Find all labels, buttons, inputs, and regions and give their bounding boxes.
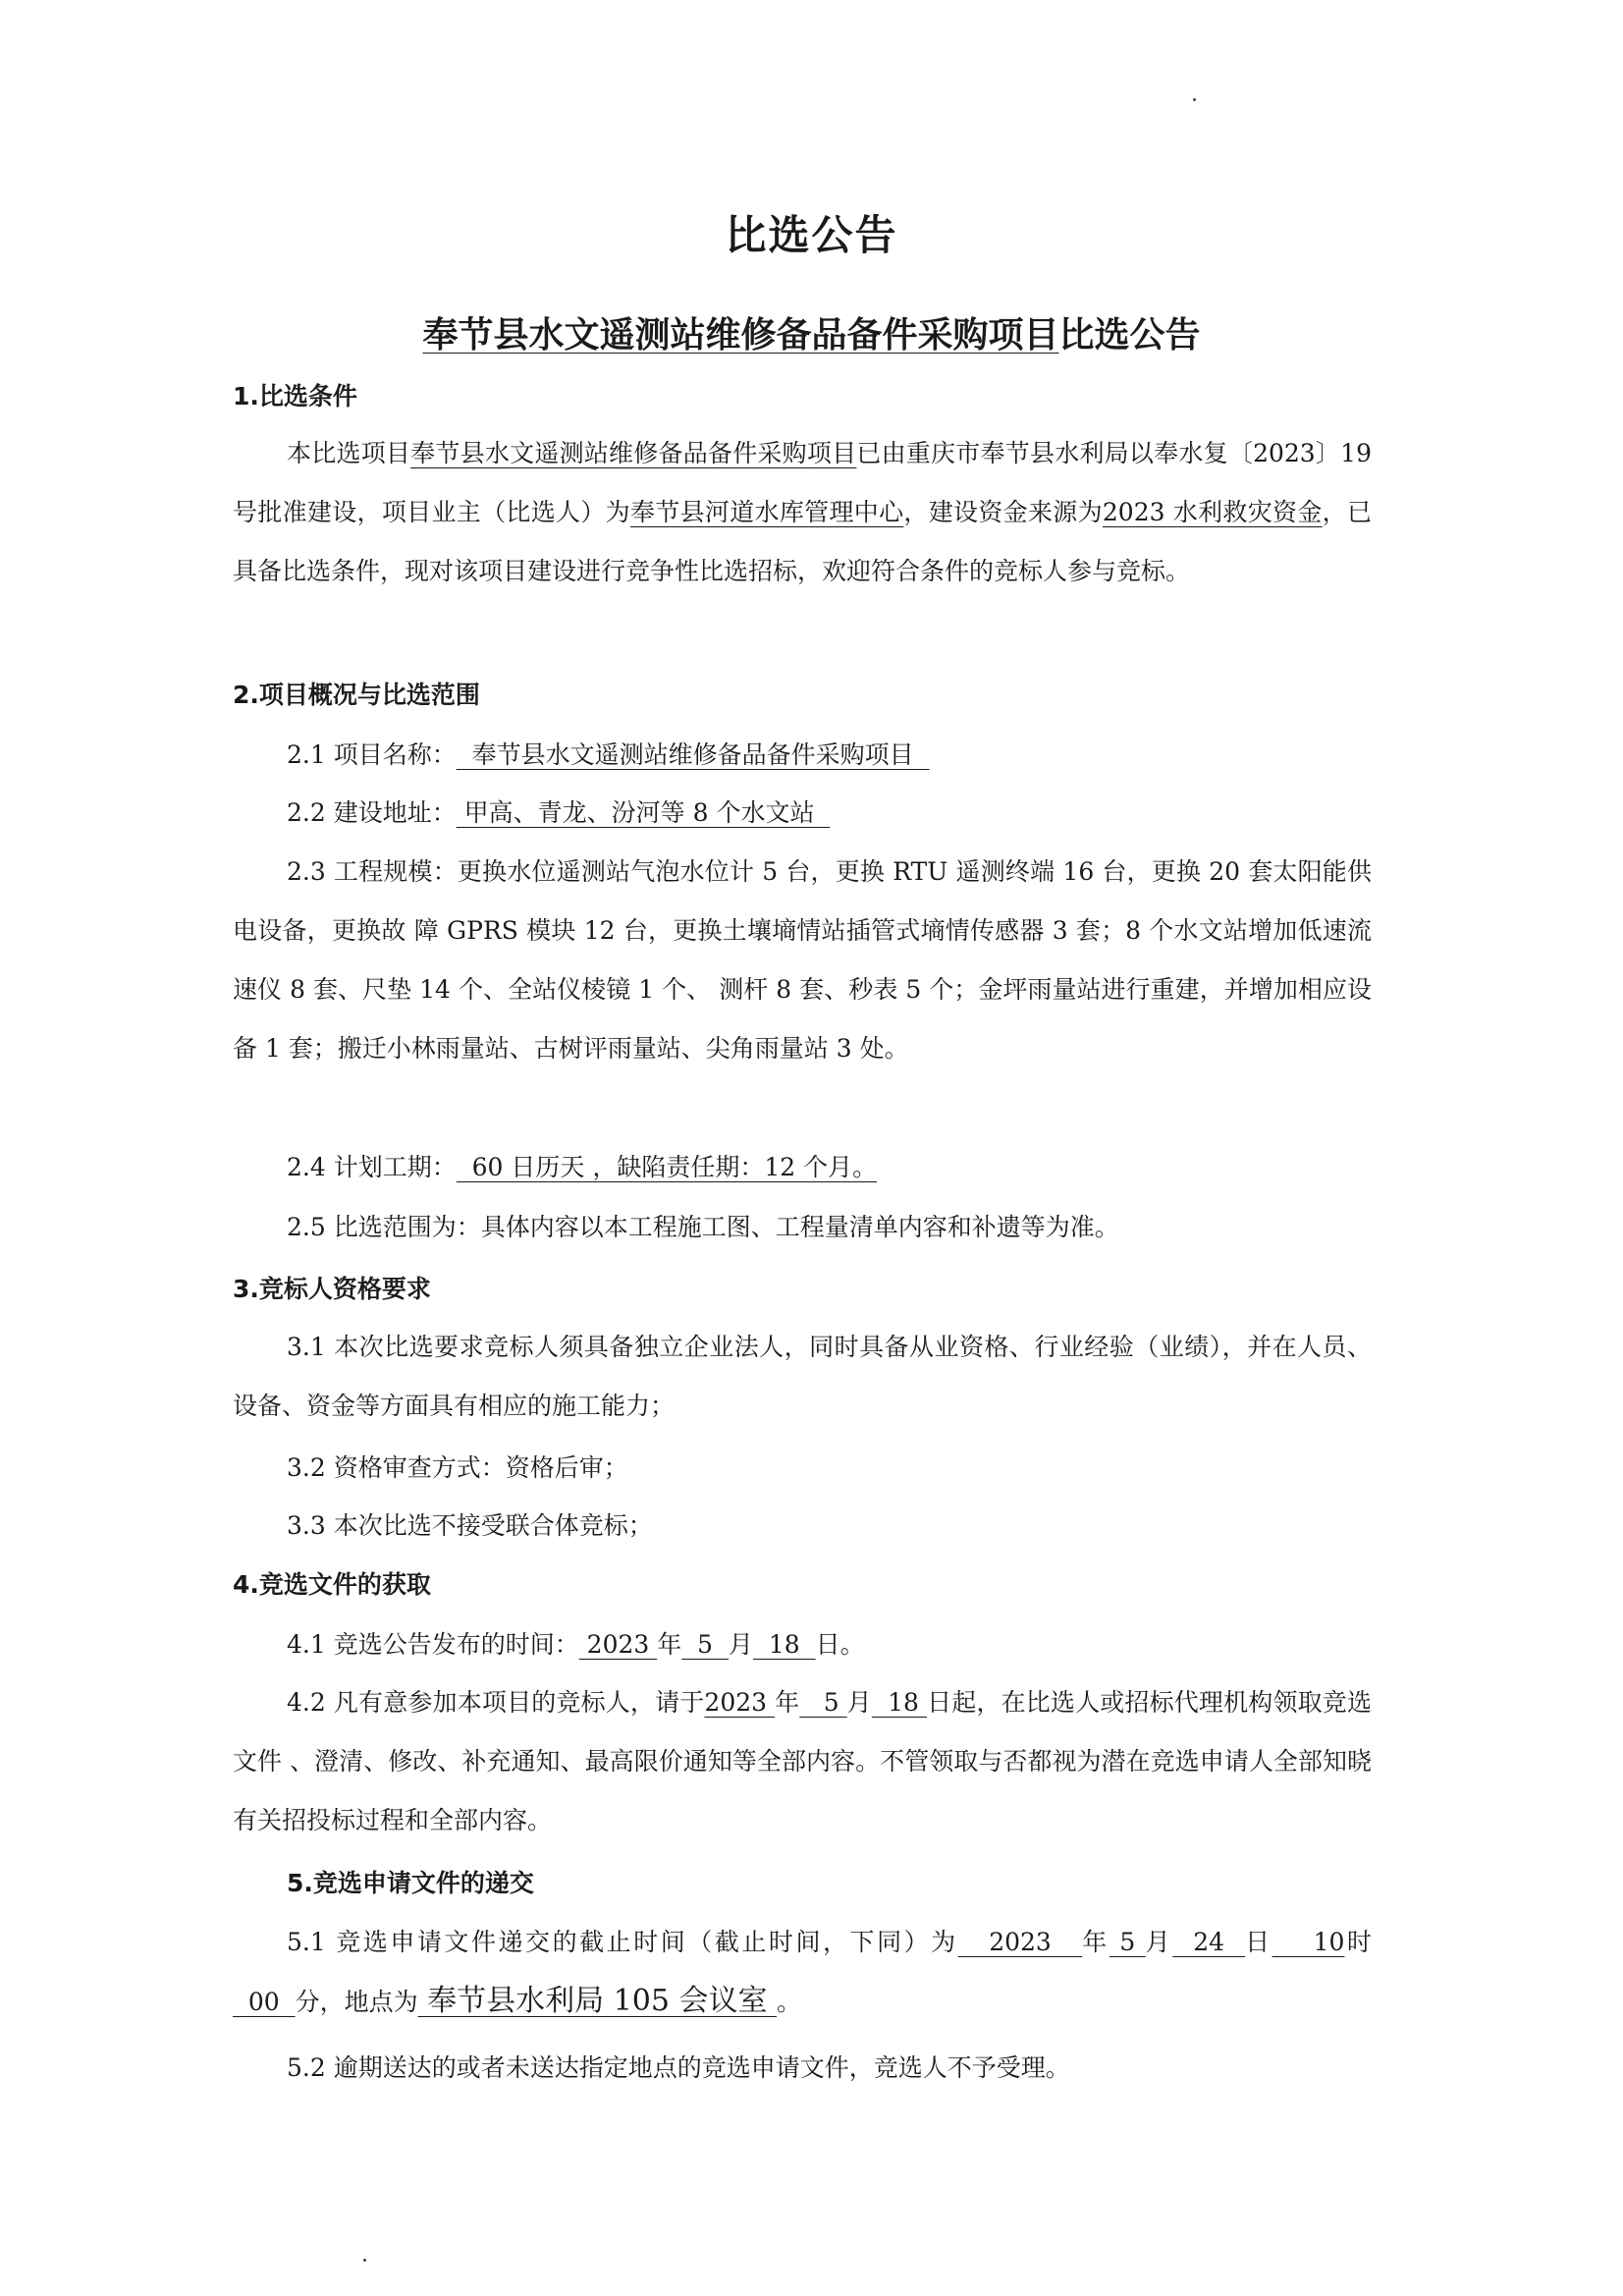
item-4-2-year-unit: 年	[775, 1688, 800, 1717]
item-5-2: 5.2 逾期送达的或者未送达指定地点的竞选申请文件，竞选人不予受理。	[287, 2053, 1070, 2082]
item-4-1-month: 5	[681, 1630, 729, 1659]
section-4-heading: 4.竞选文件的获取	[233, 1570, 431, 1599]
item-2-5: 2.5 比选范围为：具体内容以本工程施工图、工程量清单内容和补遗等为准。	[287, 1213, 1119, 1241]
subtitle-project-name: 奉节县水文遥测站维修备品备件采购项目	[422, 315, 1059, 355]
item-2-2-value: 甲高、青龙、汾河等 8 个水文站	[456, 798, 831, 827]
item-3-1: 3.1 本次比选要求竞标人须具备独立企业法人，同时具备从业资格、行业经验（业绩），并在人员、设备、资金等方面具有相应的施工能力；	[233, 1333, 1372, 1420]
item-4-2-month-unit: 月	[846, 1688, 872, 1717]
item-4-1-year-unit: 年	[657, 1630, 682, 1659]
item-4-1	[287, 1625, 865, 1661]
subtitle-suffix: 比选公告	[1058, 315, 1201, 355]
item-5-1-year: 2023	[957, 1928, 1083, 1956]
item-3-3: 3.3 本次比选不接受联合体竞标；	[287, 1511, 653, 1540]
item-5-1	[233, 1913, 1372, 2032]
item-5-1-day: 24	[1172, 1928, 1246, 1956]
s1-text-c: ，建设资金来源为	[903, 498, 1103, 526]
announcement-subtitle	[0, 307, 1623, 357]
item-2-2-label: 2.2 建设地址：	[287, 798, 457, 827]
s1-text-a: 本比选项目	[287, 439, 411, 467]
item-4-2-text-b: 日起，在比选人或招标代理机构领取竞选文件 、澄清、修改、补充通知、最高限价通知等全部内容。不管领取与否都视为潜在竞选申请人全部知晓有关招投标过程和全部内容。	[233, 1688, 1372, 1834]
item-4-1-day-unit: 日。	[815, 1630, 865, 1659]
item-5-1-text-a: 5.1 竞选申请文件递交的截止时间（截止时间，下同）为	[287, 1928, 958, 1956]
item-5-1-hour: 10	[1271, 1928, 1345, 1956]
item-4-1-month-unit: 月	[728, 1630, 753, 1659]
s1-text-d: ，已具备比选条件，现对该项目建设进行竞争性比选招标，欢迎符合条件的竞标人参与竞标。	[233, 498, 1372, 585]
item-5-1-minute: 00	[233, 1988, 296, 2016]
section-1-heading: 1.比选条件	[233, 382, 357, 410]
scan-speck	[1193, 98, 1196, 101]
item-2-1-label: 2.1 项目名称：	[287, 740, 457, 769]
section-2-heading: 2.项目概况与比选范围	[233, 681, 480, 709]
item-4-2-day: 18	[871, 1688, 928, 1717]
item-2-2	[287, 793, 830, 829]
s1-owner: 奉节县河道水库管理中心	[629, 498, 904, 526]
item-4-1-label: 4.1 竞选公告发布的时间：	[287, 1630, 579, 1659]
item-4-2	[233, 1673, 1372, 1850]
s1-text-b: 已由重庆市奉节县水利局以奉水复〔2023〕19 号批准建设，项目业主（比选人）为	[233, 439, 1372, 526]
item-3-2: 3.2 资格审查方式：资格后审；	[287, 1453, 628, 1482]
item-4-1-day: 18	[752, 1630, 816, 1659]
section-1-paragraph	[233, 424, 1372, 601]
item-5-1-hour-unit: 时	[1344, 1928, 1372, 1956]
item-2-1-value: 奉节县水文遥测站维修备品备件采购项目	[456, 740, 930, 769]
item-4-2-month: 5	[799, 1688, 847, 1717]
section-5-heading: 5.竞选申请文件的递交	[287, 1869, 534, 1897]
s1-project-name: 奉节县水文遥测站维修备品备件采购项目	[410, 439, 857, 467]
item-2-4	[287, 1148, 877, 1183]
item-5-1-year-unit: 年	[1082, 1928, 1109, 1956]
page-title: 比选公告	[725, 211, 898, 259]
item-4-2-text-a: 4.2 凡有意参加本项目的竞标人，请于	[287, 1688, 705, 1717]
item-4-2-year: 2023	[704, 1688, 776, 1717]
item-5-1-end: 。	[777, 1988, 802, 2016]
item-5-1-place: 奉节县水利局 105 会议室	[417, 1984, 778, 2018]
item-2-4-label: 2.4 计划工期：	[287, 1153, 457, 1181]
item-2-3: 2.3 工程规模：更换水位遥测站气泡水位计 5 台，更换 RTU 遥测终端 16 台，更换 20 套太阳能供电设备，更换故 障 GPRS 模块 12 台，更换土壤墒情站插管式墒情传感器 3 套；8 个水文站增加低速流速仪 8 套、尺垫 14 个、全站仪棱镜 1 个、 测杆 8 套、秒表 5 个；金坪雨量站进行重建，并增加相应设备 1 套；搬迁小林雨量站、古树评雨量站、尖角雨量站 3 处。	[233, 857, 1372, 1063]
item-5-1-month-unit: 月	[1145, 1928, 1173, 1956]
scan-speck	[363, 2259, 366, 2262]
item-5-1-minute-unit: 分，地点为	[295, 1988, 418, 2016]
item-2-1	[287, 736, 930, 771]
item-5-1-day-unit: 日	[1245, 1928, 1272, 1956]
item-5-1-month: 5	[1109, 1928, 1146, 1956]
item-4-1-year: 2023	[578, 1630, 658, 1659]
section-3-heading: 3.竞标人资格要求	[233, 1275, 431, 1303]
item-2-4-value: 60 日历天 ，缺陷责任期：12 个月。	[456, 1153, 878, 1181]
s1-fund-source: 2023 水利救灾资金	[1102, 498, 1323, 526]
